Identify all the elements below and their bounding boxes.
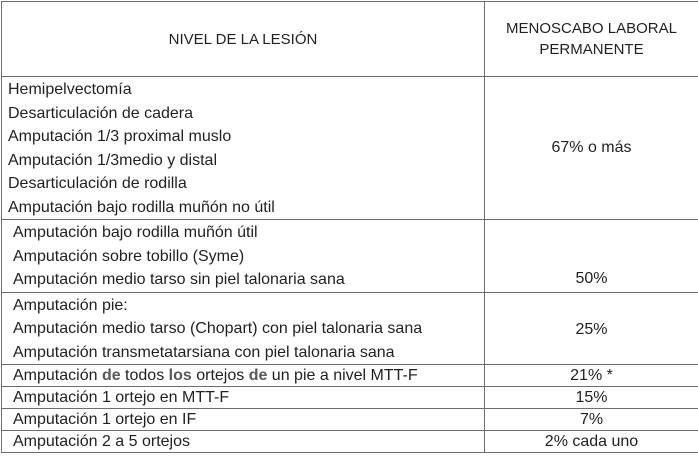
table-row [2,365,698,387]
injury-cell: Amputación 2 a 5 ortejos [2,431,485,453]
injury-text: ortejos [191,367,249,384]
injury-cell [2,292,485,365]
injury-line: Amputación medio tarso sin piel talonaria sana [13,271,345,288]
impairment-value: 7% [485,409,698,431]
injury-line: Desarticulación de rodilla [8,175,187,192]
injury-cell [2,220,485,293]
impairment-value: 67% o más [485,77,698,220]
injury-line: Amputación bajo rodilla muñón útil [13,224,258,241]
header-impairment-line1: MENOSCABO LABORAL [506,20,677,37]
injury-line: Hemipelvectomía [8,81,132,98]
impairment-value: 25% [485,292,698,365]
impairment-value: 21% * [485,365,698,387]
impairment-value: 15% [485,387,698,409]
impairment-value: 50% [485,220,698,293]
injury-text-bold: los [168,367,192,384]
header-impairment-line2: PERMANENTE [539,41,644,58]
injury-cell [2,365,485,387]
injury-text-bold: de [101,367,121,384]
injury-line: Amputación 1/3medio y distal [8,151,217,169]
injury-text-bold: de [248,367,268,384]
injury-text: un pie a nivel MTT-F [267,367,418,384]
header-injury-level: NIVEL DE LA LESIÓN [2,2,485,77]
injury-text: Amputación [13,367,102,384]
injury-cell: Amputación 1 ortejo en MTT-F [2,387,485,409]
injury-text: todos [120,367,169,384]
injury-line: Amputación pie: [13,296,128,314]
header-impairment [485,2,698,77]
table-row [2,431,698,453]
injury-cell [2,77,485,220]
injury-line: Amputación sobre tobillo (Syme) [13,247,245,265]
impairment-table [1,1,698,453]
injury-line: Amputación 1/3 proximal muslo [8,128,232,145]
table-row [2,77,698,220]
impairment-value: 2% cada uno [485,431,698,453]
injury-line: Amputación bajo rodilla muñón no útil [8,198,275,216]
injury-line: Desarticulación de cadera [8,104,193,122]
table-row [2,409,698,431]
injury-line: Amputación transmetatarsiana con piel talonaria sana [13,343,395,361]
injury-line: Amputación medio tarso (Chopart) con piel talonaria sana [13,320,423,337]
table-row [2,220,698,293]
table-row [2,387,698,409]
table-row [2,292,698,365]
header-row [2,2,698,77]
injury-cell: Amputación 1 ortejo en IF [2,409,485,431]
